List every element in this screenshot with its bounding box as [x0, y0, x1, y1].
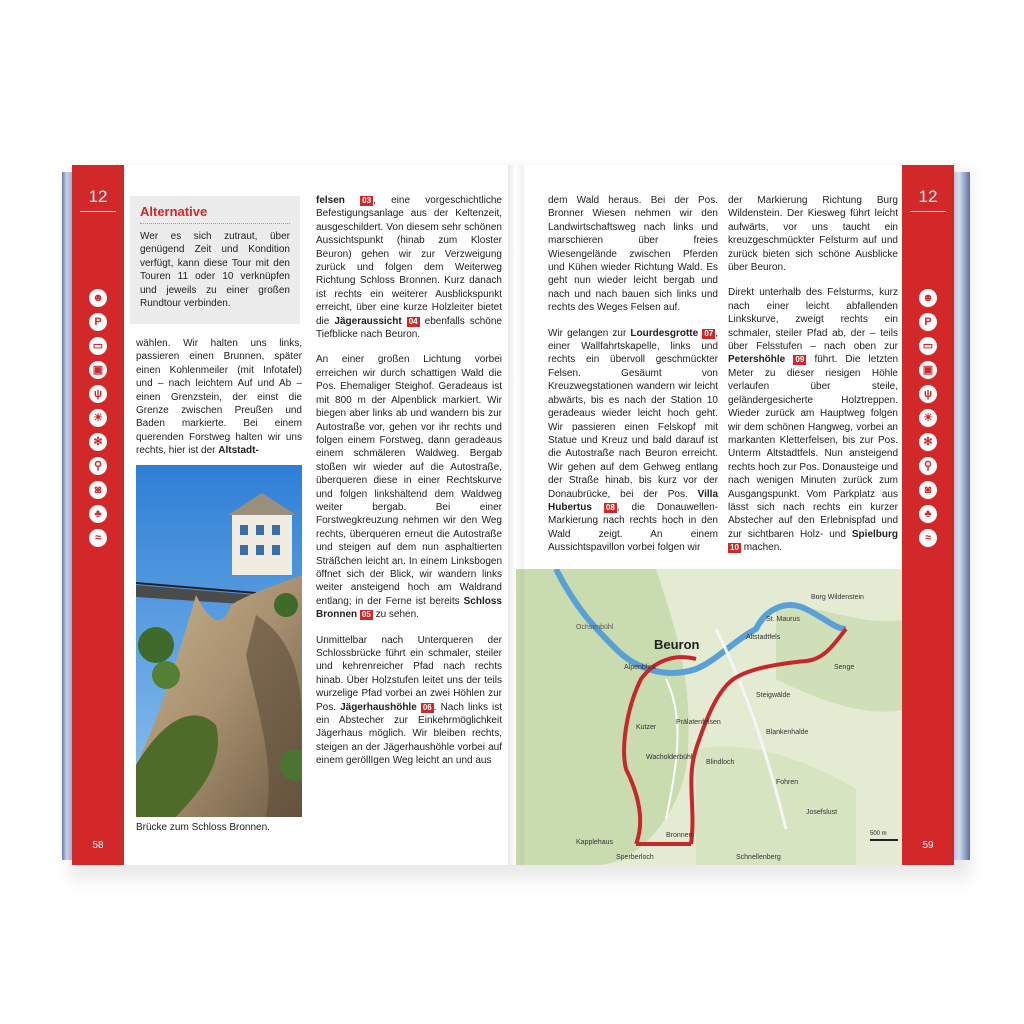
camera-icon: ◙ [89, 481, 107, 499]
book-spine [508, 165, 524, 865]
svg-text:Blankenhalde: Blankenhalde [766, 729, 809, 736]
bicycle-icon: ⚲ [89, 457, 107, 475]
parking-icon: P [89, 313, 107, 331]
restaurant-icon: ψ [89, 385, 107, 403]
route-map [516, 569, 908, 865]
alternative-body: Wer es sich zutraut, über genügend Zeit und Kondition verfügt, kann diese Tour mit den Touren 11 oder 10 verknüpfen und jeweils zu einer großen Rundtour verbinden. [140, 231, 290, 310]
route-badge-07: 07 [704, 328, 714, 338]
bear-icon: ☻ [919, 289, 937, 307]
svg-text:Alpenblick: Alpenblick [624, 664, 656, 671]
right-page [512, 165, 954, 865]
bicycle-icon: ⚲ [919, 457, 937, 475]
route-badge-06: 06 [422, 702, 432, 712]
snowflake-icon: ✻ [919, 433, 937, 451]
tour-number: 12 [88, 187, 108, 206]
bear-icon: ☻ [89, 289, 107, 307]
lourdesgrotte-bold: Lourdesgrotte [630, 327, 699, 339]
right-col1-p1: dem Wald heraus. Bei der Pos. Bronner Wiesen nehmen wir den Landwirtschaftsweg nach links und marschieren über freies Wiesengelände zwischen Pferden und Kühen wieder Richtung Wald. Es geht nun wieder leicht bergab und nach und nach bauen sich links und rechts des Weges Felsen auf. [548, 195, 718, 314]
photo-caption: Brücke zum Schloss Bronnen. [136, 822, 270, 833]
restaurant-icon: ψ [919, 385, 937, 403]
right-page-number: 59 [922, 840, 934, 851]
parking-icon: P [919, 313, 937, 331]
altstadtfelsen-bold: felsen [316, 195, 345, 206]
right-col2-p2b: führt. Die letzten Meter zu dieser riesigen Höhle verlaufen über steile, geländergesicherte Holztreppen. Wieder zurück am Hauptweg folgen wir dem schönen Hangweg, vorbei an markanten Kletterfelsen, bis zur Pos. Unterm Altstadtfels. Nun ansteigend rechts hoch zur Pos. Donausteige und nach wenigen Minuten zurück zum Ausgangspunkt. Vom Parkplatz aus lässt sich nach rechts ein kurzer Abstecher auf den Erlebnispfad und zur sichtbaren Holz- und [728, 354, 899, 540]
left-column-2 [316, 194, 502, 780]
left-col2-p3a: Unmittelbar nach Unterqueren der Schlossbrücke führt ein schmaler, steiler und kehrenreicher Pfad nach rechts hinab. Über Holzstufen leitet uns der teils wurzelige Pfad vorbei an zwei Höhlen zur Pos. [316, 634, 502, 713]
route-badge-03: 03 [362, 196, 372, 205]
tour-number-right: 12 [918, 187, 938, 206]
route-badge-10: 10 [730, 543, 739, 553]
svg-text:500 m: 500 m [870, 831, 887, 837]
sun-icon: ☀ [89, 409, 107, 427]
right-col1-p2a: Wir gelangen zur [548, 327, 627, 339]
alternative-box [130, 196, 300, 324]
train-icon: ▣ [919, 361, 937, 379]
right-column-2 [728, 194, 898, 567]
left-col2-p1a: , eine vorgeschichtliche Befestigungsanlage aus der Keltenzeit, ausgeschildert. Von diesem sehr schönen Aussichtspunkt (hinab zum Kloster Beuron) gehen wir zur Verzweigung zurück und folgen dem Weiterweg Richtung Schloss Bronnen. Kurz danach ist rechts ein weiterer Ausblickspunkt erreicht, über eine kurze Holzleiter bietet die [316, 195, 502, 327]
route-badge-09: 09 [795, 355, 805, 365]
right-red-sidebar [902, 165, 954, 865]
svg-text:Prälatenfelsen: Prälatenfelsen [676, 719, 721, 726]
alternative-title: Alternative [140, 204, 290, 224]
right-col2-p1: der Markierung Richtung Burg Wildenstein. Der Kiesweg führt leicht aufwärts, vor uns taucht ein kreuzgeschmückter Felsturm auf und zurück bieten sich schöne Ausblicke über Beuron. [728, 195, 898, 274]
right-col2-p2c: machen. [743, 542, 783, 554]
jaegeraussicht-bold: Jägeraussicht [334, 315, 402, 327]
bus-icon: ▭ [89, 337, 107, 355]
svg-text:Steigwälde: Steigwälde [756, 692, 791, 699]
left-page [72, 165, 512, 865]
left-col2-p2a: An einer großen Lichtung vorbei erreichen wir durch schattigen Wald die Pos. Ehemaliger Steighof. Geradeaus ist mit 800 m der Alpenblick markiert. Wir biegen aber links ab und wandern bis zur Autostraße vor, gehen vor ihr rechts und folgen einem Forstweg, dann geradeaus einem schmäleren Waldweg. Bergab stoßen wir wieder auf die Autostraße, überqueren diese in einer Rechtskurve und folgen linkshaltend dem Waldweg weiter bergab. Bei einer Forstwegkreuzung nehmen wir den Weg rechts, überqueren erneut die Autostraße und steigen auf dem nun asphaltierten Sträßchen leicht an. In einem Linksbogen öffnet sich der Blick, wir wandern links weiter ansteigend hoch am Waldrand entlang; in der Ferne ist bereits [316, 354, 502, 607]
left-col2-p1b: ebenfalls schöne Tiefblicke nach Beuron. [316, 315, 502, 341]
swim-icon: ≈ [89, 529, 107, 547]
left-red-sidebar [72, 165, 124, 865]
petershoehle-bold: Petershöhle [728, 354, 786, 366]
svg-text:Kutzer: Kutzer [636, 724, 657, 731]
bus-icon: ▭ [919, 337, 937, 355]
swim-icon: ≈ [919, 529, 937, 547]
spielburg-bold: Spielburg [851, 528, 899, 540]
bridge-photo [136, 465, 302, 817]
camera-icon: ◙ [919, 481, 937, 499]
left-column-1 [136, 337, 302, 458]
left-page-number: 58 [92, 840, 104, 851]
svg-text:Kapplehaus: Kapplehaus [576, 839, 613, 846]
sun-icon: ☀ [919, 409, 937, 427]
left-col1-text: wählen. Wir halten uns links, passieren einen Brunnen, später einen Kohlenmeiler (mit Infotafel) und – nach leichtem Auf und Ab – einen Grenzstein, der einst die Grenze zwischen Preußen und Baden markierte. Bei einem querenden Forstweg halten wir uns rechts, hier ist der [136, 338, 302, 457]
svg-text:Ochsenbühl: Ochsenbühl [576, 624, 614, 631]
right-col2-p2a: Direkt unterhalb des Felsturms, kurz nach einer leicht abfallenden Linkskurve, zweigt rechts ein schmaler, steiler Pfad ab, der – teils über Felsstufen – nach oben zur [728, 287, 898, 353]
tour-number-divider [80, 211, 116, 212]
left-icon-column [72, 289, 124, 553]
right-column-1 [548, 194, 718, 567]
tree-icon: ♣ [89, 505, 107, 523]
left-col2-p2b: zu sehen. [375, 609, 419, 621]
tree-icon: ♣ [919, 505, 937, 523]
svg-text:St. Maurus: St. Maurus [766, 616, 800, 623]
right-col1-p2b: , einer Wallfahrtskapelle, links und rechts ein übervoll geschmückter Felsen. Gesäumt von Kreuzwegstationen wandern wir leicht abwärts, bis es nach der Station 10 geradeaus wieder leicht hoch geht. Wir passieren einen Felskopf mit Statue und Kreuz und bald darauf ist die Autostraße nach Beuron erreicht. Wir gehen auf dem Gehweg entlang der Straße hinab, bis kurz vor der Donaubrücke, bei der Pos. [548, 327, 718, 500]
svg-text:Wacholderbühl: Wacholderbühl [646, 754, 693, 761]
route-badge-08: 08 [605, 502, 615, 512]
svg-text:Sperberloch: Sperberloch [616, 854, 654, 861]
svg-text:Beuron: Beuron [654, 637, 700, 652]
tour-number-divider-right [910, 211, 946, 212]
right-col1-p2c: , die Donauwellen-Markierung nach rechts hoch in den Wald zeigt. An einem Aussichtspavillon vorbei folgen wir [548, 501, 719, 554]
svg-text:Bronnen: Bronnen [666, 832, 693, 839]
svg-text:Fohren: Fohren [776, 779, 799, 786]
left-col1-bold: Altstadt- [218, 445, 259, 457]
svg-text:Blindloch: Blindloch [706, 759, 735, 766]
left-col2-p3b: . Nach links ist ein Abstecher zur Einkehrmöglichkeit Jägerhaus möglich. Wir bleiben rechts, steigen an der Jägerhaushöhle vorbei auf einem geröllIgen Weg leicht an und aus [316, 701, 503, 767]
route-badge-05: 05 [361, 610, 371, 620]
schloss-bronnen-bold: Schloss Bronnen [316, 595, 502, 621]
right-icon-column [902, 289, 954, 553]
svg-text:Altstadtfels: Altstadtfels [746, 634, 781, 641]
svg-text:Schnellenberg: Schnellenberg [736, 854, 781, 861]
svg-text:Senge: Senge [834, 664, 855, 671]
snowflake-icon: ✻ [89, 433, 107, 451]
train-icon: ▣ [89, 361, 107, 379]
svg-text:Josefslust: Josefslust [806, 809, 838, 816]
villa-hubertus-bold: Villa Hubertus [548, 488, 719, 513]
jaegerhaushoehle-bold: Jägerhaushöhle [340, 701, 417, 713]
svg-text:Burg Wildenstein: Burg Wildenstein [811, 594, 864, 601]
route-badge-04: 04 [408, 316, 418, 326]
